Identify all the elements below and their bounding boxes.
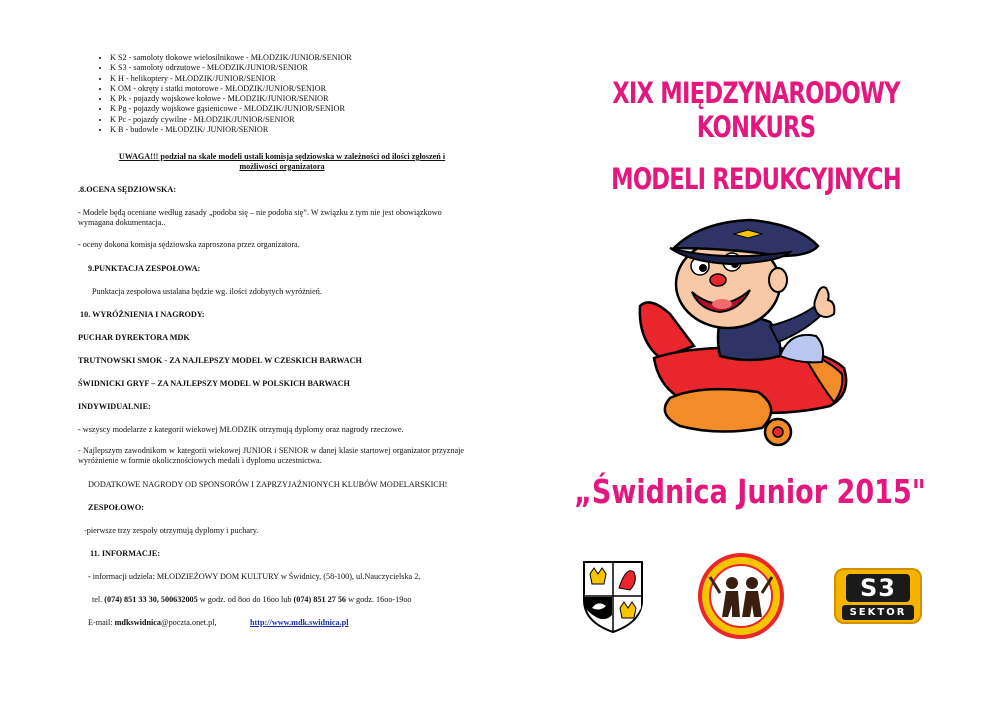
award-trutnov-dragon: TRUTNOWSKI SMOK - ZA NAJLEPSZY MODEL W CZESKICH BARWACH xyxy=(78,356,362,365)
section-8-paragraph-2 xyxy=(78,240,300,250)
award-swidnica-gryf: ŚWIDNICKI GRYF – ZA NAJLEPSZY MODEL W POLSKICH BARWACH xyxy=(78,379,350,388)
section-8-paragraph-1: - Modele będą oceniane według zasady „podoba się – nie podoba się”. W związku z tym nie jest obowiązkowo wymagana dokumentacja.. xyxy=(78,208,442,227)
list-item: • K OM - okręty i statki motorowe - MŁODZIK/JUNIOR/SENIOR xyxy=(110,84,352,94)
individual-paragraph-1-text: wszyscy modelarze z kategorii wiekowej MŁODZIK otrzymują dyplomy oraz nagrody rzeczowe. xyxy=(82,425,404,434)
team-heading: ZESPOŁOWO: xyxy=(88,503,144,512)
phone-number-1: (074) 851 33 30, 500632005 xyxy=(104,595,198,604)
cover-column xyxy=(520,0,992,702)
email-label: E-mail: xyxy=(88,618,115,627)
phone-hours-2: w godz. 16oo-19oo xyxy=(346,595,412,604)
individual-heading: INDYWIDUALNIE: xyxy=(78,402,151,411)
phone-hours-1: w godz. od 8oo do 16oo lub xyxy=(197,595,294,604)
list-item: • K S2 - samoloty tłokowe wielosilnikowe - MŁODZIK/JUNIOR/SENIOR xyxy=(110,53,352,63)
swidnica-coat-of-arms-logo xyxy=(582,560,644,634)
phone-line xyxy=(92,595,412,605)
email-domain: @poczta.onet.pl, xyxy=(161,618,217,627)
team-paragraph: -pierwsze trzy zespoły otrzymują dyplomy i puchary. xyxy=(84,526,259,535)
sponsor-awards-line: DODATKOWE NAGRODY OD SPONSORÓW I ZAPRZYJAŹNIONYCH KLUBÓW MODELARSKICH! xyxy=(88,480,448,489)
mdk-youth-house-logo xyxy=(698,553,784,639)
individual-paragraph-2: - Najlepszym zawodnikom w kategorii wiekowej JUNIOR i SENIOR w danej klasie startowej organizator przyznaje wyróżnienie w formie okolicznościowych medali i dyplomu uczestnictwa. xyxy=(78,446,464,465)
email-user: mdkswidnica xyxy=(114,618,162,627)
scale-warning xyxy=(96,152,468,172)
warning-line-2: możliwości organizatora xyxy=(239,161,325,171)
list-item: • K H - helikoptery - MŁODZIK/JUNIOR/SENIOR xyxy=(110,74,352,84)
info-paragraph-text: informacji udziela: MŁODZIEŻOWY DOM KULTURY w Świdnicy, (58-100), ul.Nauczycielska 2, xyxy=(92,572,421,581)
dash: - xyxy=(78,240,83,249)
dash: - xyxy=(78,425,83,434)
website-link[interactable]: http://www.mdk.swidnica.pl xyxy=(250,618,349,627)
section-10-heading: 10. WYRÓŻNIENIA I NAGRODY: xyxy=(80,310,205,319)
section-8-paragraph-2-text: oceny dokona komisja sędziowska zaproszona przez organizatora. xyxy=(82,240,300,249)
pilot-mascot-illustration xyxy=(630,218,860,463)
email-line xyxy=(88,618,217,628)
info-paragraph xyxy=(88,572,420,582)
section-8-heading: .8.OCENA SĘDZIOWSKA: xyxy=(78,185,177,194)
category-list xyxy=(92,53,352,135)
section-9-paragraph: Punktacja zespołowa ustalana będzie wg. ilości zdobytych wyróżnień. xyxy=(92,287,322,296)
phone-number-2: (074) 851 27 56 xyxy=(293,595,347,604)
list-item: • K Pc - pojazdy cywilne - MŁODZIK/JUNIOR/SENIOR xyxy=(110,115,352,125)
warning-line-1: UWAGA!!! podział na skale modeli ustali komisja sędziowska w zależności od ilości zgłoszeń i xyxy=(118,152,446,161)
individual-paragraph-1 xyxy=(78,425,404,435)
sektor-logo-mark: S3 xyxy=(846,574,910,602)
award-director-cup: PUCHAR DYREKTORA MDK xyxy=(78,333,190,342)
contest-title-line-1: XIX MIĘDZYNARODOWY KONKURS xyxy=(612,76,900,144)
section-9-heading: 9.PUNKTACJA ZESPOŁOWA: xyxy=(88,264,201,273)
list-item: • K S3 - samoloty odrzutowe - MŁODZIK/JUNIOR/SENIOR xyxy=(110,63,352,73)
section-11-heading: 11. INFORMACJE: xyxy=(90,549,161,558)
event-name: „Świdnica Junior 2015" xyxy=(574,472,926,511)
list-item: • K Pg - pojazdy wojskowe gąsienicowe - MŁODZIK/JUNIOR/SENIOR xyxy=(110,104,352,114)
sektor-logo-text: SEKTOR xyxy=(842,605,914,620)
contest-title-line-2: MODELI REDUKCYJNYCH xyxy=(611,162,901,196)
list-item: • K B - budowle - MŁODZIK/ JUNIOR/SENIOR xyxy=(110,125,352,135)
dash: - xyxy=(88,572,93,581)
list-item: • K Pk - pojazdy wojskowe kołowe - MŁODZIK/JUNIOR/SENIOR xyxy=(110,94,352,104)
phone-prefix: tel. xyxy=(92,595,105,604)
sektor-sponsor-logo xyxy=(834,568,922,624)
